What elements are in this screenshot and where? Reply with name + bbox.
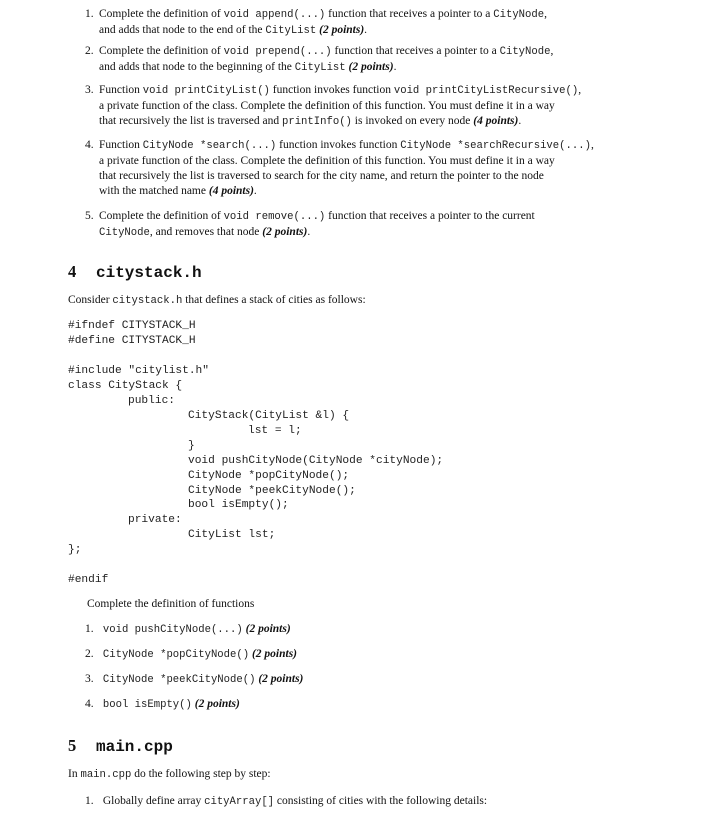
item-text: , [578,84,582,96]
code-line: CityNode *peekCityNode(); [188,485,356,497]
code-line: #endif [68,574,109,586]
item-line [99,23,547,39]
item-text: that recursively the list is traversed to search for the city name, and return the pointer to the node [99,170,544,182]
item-text: a private function of the class. Complete the definition of this function. You must define it in a way [99,155,555,167]
item-number: 1. [85,623,94,635]
item-number: 4. [85,139,94,151]
item-text: function invokes function [269,84,394,96]
inline-code: void remove(...) [223,211,326,223]
item-text: Complete the definition of [99,210,224,222]
item-line [99,60,553,76]
intro-text: In [68,768,81,780]
item-number: 5. [85,210,94,222]
inline-code: printInfo() [281,116,352,128]
item-text: and adds that node to the beginning of the [99,61,295,73]
section-5-intro [68,768,271,781]
intro-text: Consider [68,294,113,306]
points-label: (4 points) [208,185,254,197]
code-line: private: [128,514,182,526]
item-text: with the matched name [99,185,209,197]
section-number: 4 [68,262,77,281]
intro-code: citystack.h [112,295,183,307]
function-signature: void pushCityNode(...) [102,624,243,636]
points-label: (2 points) [319,24,365,36]
points-label: (2 points) [258,673,304,685]
inline-code: CityNode *search(...) [142,140,277,152]
item-text: . [253,185,257,197]
code-line: #define CITYSTACK_H [68,335,196,347]
inline-code: void printCityList() [142,85,270,97]
item-line [99,99,581,114]
section-5-heading [68,736,173,756]
function-signature: CityNode *peekCityNode() [102,674,256,686]
step-code: cityArray[] [204,796,275,808]
item-text: function that receives a pointer to a [325,8,494,20]
item-text: Function [99,139,143,151]
step-text: Globally define array [102,795,205,807]
item-text: function that receives a pointer to a [331,45,500,57]
item-text: . [307,226,311,238]
function-item [85,673,303,686]
item-line [99,154,594,169]
inline-code: void printCityListRecursive() [393,85,579,97]
item-text: that recursively the list is traversed and [99,115,282,127]
code-line: CityStack(CityList &l) { [188,410,350,422]
function-item [85,648,297,661]
item-number: 3. [85,84,94,96]
inline-code: CityNode *searchRecursive(...) [400,140,591,152]
code-line: CityNode *popCityNode(); [188,470,350,482]
item-text: . [364,24,368,36]
functions-intro: Complete the definition of functions [87,598,255,610]
intro-text: do the following step by step: [131,768,271,780]
points-label: (2 points) [348,61,394,73]
points-label: (2 points) [251,648,298,660]
code-line: #ifndef CITYSTACK_H [68,320,196,332]
code-line: bool isEmpty(); [188,499,289,511]
item-line [99,169,594,184]
inline-code: CityList [294,62,346,74]
inline-code: CityList [265,25,317,37]
code-line: class CityStack { [68,380,183,392]
item-text: , [590,139,594,151]
code-line: public: [128,395,175,407]
item-text: is invoked on every node [351,115,474,127]
item-text: , and removes that node [149,226,263,238]
item-line [99,225,535,241]
item-text: Complete the definition of [99,8,224,20]
function-signature: bool isEmpty() [102,699,192,711]
inline-code: CityNode [99,227,150,239]
item-number: 2. [85,648,94,660]
code-line: CityList lst; [188,529,276,541]
item-line [99,83,581,99]
step-text: consisting of cities with the following details: [274,795,488,807]
item-text: . [393,61,397,73]
section-4-heading [68,262,202,282]
item-number: 1. [85,795,94,807]
inline-code: CityNode [499,46,551,58]
requirement-item [85,44,553,76]
item-text: . [518,115,522,127]
inline-code: void prepend(...) [223,46,332,58]
section-4-intro [68,294,366,307]
item-text: Complete the definition of [99,45,224,57]
step-item [85,795,487,808]
inline-code: CityNode [493,9,545,21]
code-line: #include "citylist.h" [68,365,209,377]
code-line: } [188,440,195,452]
points-label: (2 points) [262,226,308,238]
item-number: 4. [85,698,94,710]
section-title: citystack.h [96,264,202,282]
item-text: , [544,8,547,20]
item-line [99,44,553,60]
inline-code: void append(...) [223,9,326,21]
function-signature: CityNode *popCityNode() [102,649,250,661]
item-text: function that receives a pointer to the current [325,210,535,222]
points-label: (4 points) [473,115,519,127]
requirement-item [85,209,535,241]
code-line: void pushCityNode(CityNode *cityNode); [188,455,444,467]
item-text: function invokes function [276,139,401,151]
item-text: , [550,45,554,57]
section-title: main.cpp [96,738,173,756]
item-number: 3. [85,673,94,685]
item-number: 2. [85,45,94,57]
function-item [85,623,291,636]
item-line [99,7,547,23]
section-number: 5 [68,736,77,755]
item-line [99,138,594,154]
code-line: lst = l; [248,425,302,437]
item-number: 1. [85,8,94,20]
requirement-item [85,83,581,130]
intro-text: that defines a stack of cities as follows: [182,294,366,306]
intro-code: main.cpp [80,769,132,781]
item-text: a private function of the class. Complete the definition of this function. You must define it in a way [99,100,555,112]
item-line [99,114,581,130]
item-line [99,209,535,225]
points-label: (2 points) [245,623,291,635]
requirement-item [85,7,547,39]
item-text: and adds that node to the end of the [99,24,266,36]
points-label: (2 points) [194,698,240,710]
requirement-item [85,138,594,199]
item-text: Function [99,84,143,96]
code-line: }; [68,544,82,556]
function-item [85,698,240,711]
item-line [99,184,594,199]
